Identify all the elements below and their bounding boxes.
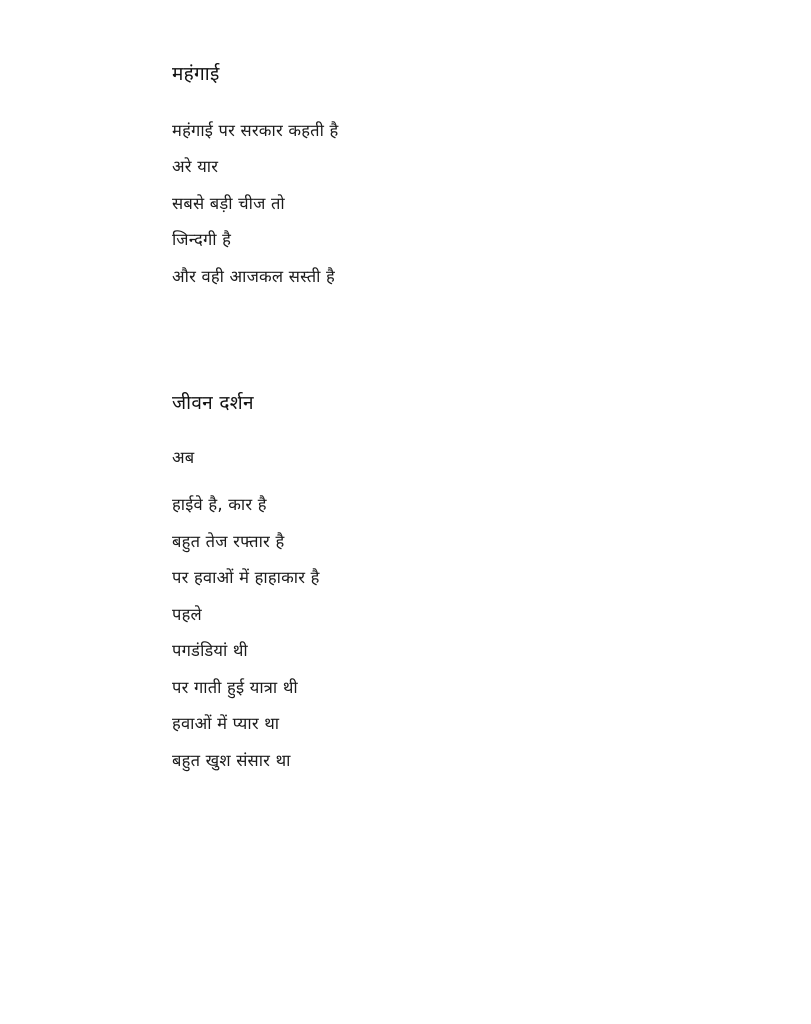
poem-line: अरे यार <box>172 157 219 177</box>
poem-line: पर हवाओं में हाहाकार है <box>172 568 320 588</box>
poem-line: और वही आजकल सस्ती है <box>172 266 335 286</box>
poem-line: पहले <box>172 604 202 624</box>
poem-mehangai <box>172 62 732 295</box>
poem-jeevan-darshan <box>172 391 732 779</box>
poem-line: जिन्दगी है <box>172 230 232 250</box>
document-content <box>172 62 732 779</box>
poem-line: पर गाती हुई यात्रा थी <box>172 677 298 697</box>
poem-line: पगडंडियां थी <box>172 641 248 661</box>
section-gap <box>172 295 732 391</box>
poem-line: महंगाई पर सरकार कहती है <box>172 120 339 140</box>
poem-line: हाईवे है, कार है <box>172 495 267 515</box>
poem-line: सबसे बड़ी चीज तो <box>172 193 285 213</box>
poem-body <box>172 440 732 780</box>
poem-body <box>172 113 732 296</box>
poem-title: जीवन दर्शन <box>172 392 254 415</box>
poem-line: बहुत तेज रफ्तार है <box>172 531 285 551</box>
poem-lead-line: अब <box>172 447 195 467</box>
poem-line: हवाओं में प्यार था <box>172 714 280 734</box>
poem-title: महंगाई <box>172 63 220 85</box>
poem-line: बहुत खुश संसार था <box>172 750 291 770</box>
